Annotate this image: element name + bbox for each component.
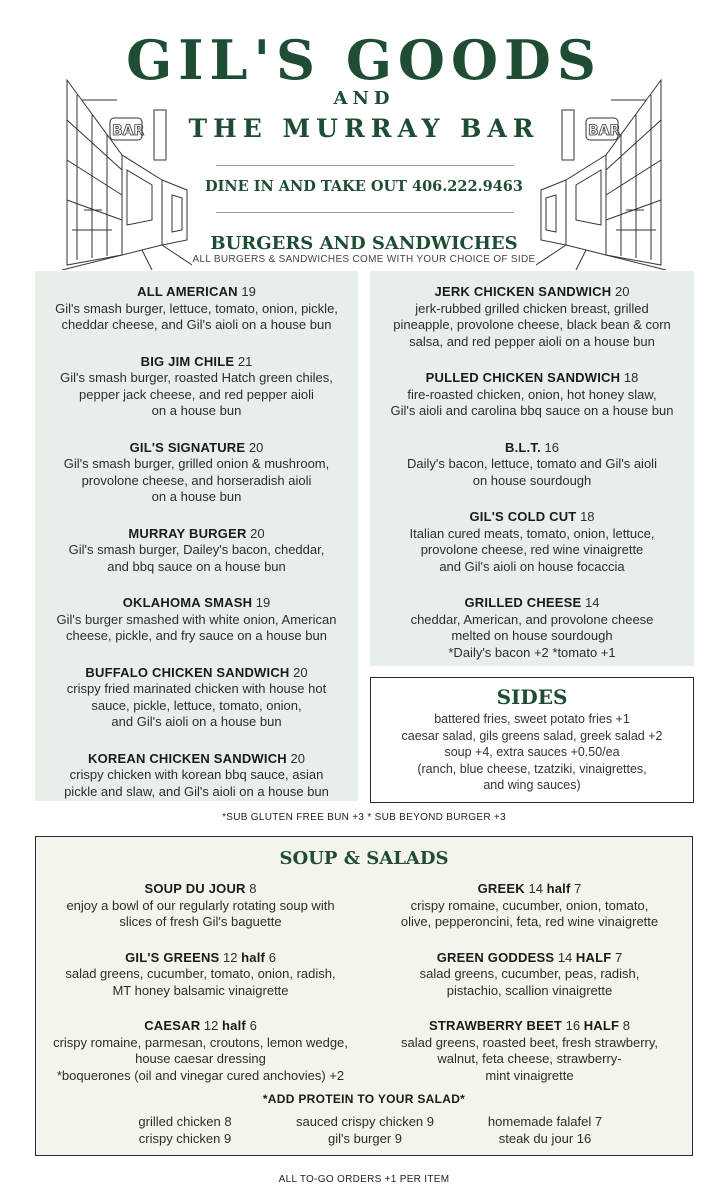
menu-item-price: 8: [249, 881, 257, 896]
menu-item-description: provolone cheese, red wine vinaigrette: [420, 542, 644, 557]
restaurant-title: GIL'S GOODS: [126, 28, 602, 92]
menu-item-name: MURRAY BURGER: [128, 525, 247, 541]
menu-item-description: cheddar, American, and provolone cheese: [410, 611, 654, 627]
menu-item-description: crispy chicken with korean bbq sauce, asian: [69, 767, 324, 782]
menu-item-name: BIG JIM CHILE: [140, 353, 235, 369]
menu-item-description: enjoy a bowl of our regularly rotating soup with: [66, 897, 335, 913]
menu-item-description: cheddar cheese, and Gil's aioli on a house bun: [61, 317, 332, 332]
menu-item-header: [370, 370, 694, 387]
protein-option: gil's burger 9: [327, 1131, 403, 1146]
menu-item-name: SOUP DU JOUR: [144, 881, 246, 896]
menu-item: [35, 440, 358, 506]
sides-box: [370, 677, 694, 803]
menu-item-price: 20: [614, 284, 630, 299]
sides-line: and wing sauces): [483, 778, 581, 792]
menu-item-description: and bbq sauce on a house bun: [107, 558, 286, 574]
menu-item-name: STRAWBERRY BEET: [428, 1018, 562, 1033]
burgers-heading: BURGERS AND SANDWICHES: [210, 233, 518, 254]
menu-item: [36, 1018, 365, 1084]
menu-item-header: [365, 950, 694, 967]
menu-item: [35, 526, 358, 576]
menu-item-name: CAESAR: [144, 1018, 201, 1033]
menu-item: [370, 284, 694, 350]
menu-item-description: Gil's burger smashed with white onion, American: [56, 611, 337, 627]
menu-item-price: 20: [250, 525, 265, 541]
title-and: AND: [333, 88, 395, 109]
half-size-price: 7: [615, 949, 623, 965]
menu-item-price: 14: [528, 881, 543, 896]
burgers-subheading: ALL BURGERS & SANDWICHES COME WITH YOUR CHOICE OF SIDE: [192, 254, 536, 265]
half-size-label: HALF: [583, 1018, 620, 1033]
menu-item-description: Gil's smash burger, grilled onion & mushroom,: [63, 456, 330, 471]
protein-options: [95, 1113, 635, 1147]
menu-item-description: pepper jack cheese, and red pepper aioli: [79, 386, 314, 402]
menu-item-description: on house sourdough: [472, 472, 592, 488]
menu-item-header: [35, 595, 358, 612]
dine-in-phone: DINE IN AND TAKE OUT 406.222.9463: [205, 178, 523, 195]
menu-item-name: PULLED CHICKEN SANDWICH: [425, 370, 621, 385]
menu-item: [35, 284, 358, 334]
menu-item-description: Italian cured meats, tomato, onion, lettuce,: [409, 525, 655, 541]
menu-item-description: pineapple, provolone cheese, black bean & corn: [393, 317, 671, 332]
menu-item-price: 19: [241, 284, 256, 299]
menu-item-price: 18: [623, 370, 639, 385]
salads-box: [35, 836, 693, 1156]
menu-item-price: 21: [237, 353, 253, 369]
menu-item-header: [370, 509, 694, 526]
menu-item-description: Daily's bacon, lettuce, tomato and Gil's aioli: [407, 456, 657, 471]
menu-item-description: pickle and slaw, and Gil's aioli on a house bun: [64, 783, 329, 799]
menu-item-header: [35, 665, 358, 682]
divider-top: [216, 165, 514, 166]
menu-item: [365, 881, 694, 931]
menu-item-price: 14: [585, 595, 600, 610]
menu-item-description: melted on house sourdough: [451, 628, 613, 643]
menu-item-description: MT honey balsamic vinaigrette: [112, 982, 289, 998]
menu-item-description: fire-roasted chicken, onion, hot honey slaw,: [407, 386, 657, 402]
menu-item-description: salad greens, cucumber, tomato, onion, radish,: [65, 966, 336, 981]
menu-item-description: jerk-rubbed grilled chicken breast, grilled: [415, 300, 649, 316]
menu-item-description: slices of fresh Gil's baguette: [119, 914, 282, 929]
menu-header: [0, 0, 728, 270]
menu-item-price: 20: [293, 664, 308, 680]
menu-item-header: [370, 440, 694, 457]
menu-item-header: [35, 526, 358, 543]
to-go-note: ALL TO-GO ORDERS +1 PER ITEM: [278, 1174, 450, 1185]
menu-item-header: [370, 284, 694, 301]
menu-item-price: 12: [203, 1018, 219, 1033]
menu-item-name: OKLAHOMA SMASH: [122, 595, 253, 610]
menu-item: [35, 665, 358, 731]
sides-list: [371, 711, 693, 794]
bun-substitution-note: *SUB GLUTEN FREE BUN +3 * SUB BEYOND BURGER +3: [222, 812, 506, 823]
menu-item-description: provolone cheese, and horseradish aioli: [81, 472, 312, 488]
menu-item: [370, 440, 694, 490]
menu-item-header: [35, 440, 358, 457]
sides-line: soup +4, extra sauces +0.50/ea: [444, 745, 620, 759]
menu-item-header: [35, 751, 358, 768]
menu-item-description: salad greens, cucumber, peas, radish,: [419, 966, 640, 981]
menu-item-description: crispy romaine, cucumber, onion, tomato,: [410, 897, 649, 913]
half-size-label: HALF: [575, 949, 612, 965]
menu-item-price: 14: [557, 949, 573, 965]
menu-item-description: pistachio, scallion vinaigrette: [446, 982, 613, 998]
bar-sign-right: BAR: [588, 123, 621, 139]
menu-item-header: [36, 950, 365, 967]
menu-item-price: 19: [255, 595, 271, 610]
menu-item-description: house caesar dressing: [135, 1051, 266, 1066]
bar-sign-left: BAR: [112, 123, 145, 139]
menu-item-description: salsa, and red pepper aioli on a house bun: [409, 333, 655, 349]
menu-item-price: 16: [544, 439, 559, 455]
bar-subtitle: THE MURRAY BAR: [188, 114, 540, 143]
menu-item-header: [370, 595, 694, 612]
menu-item-description: Gil's smash burger, Dailey's bacon, cheddar,: [68, 542, 325, 557]
menu-item-name: GIL'S GREENS: [125, 949, 220, 965]
menu-item-name: GIL'S SIGNATURE: [129, 439, 246, 455]
menu-item: [370, 509, 694, 575]
protein-heading: *ADD PROTEIN TO YOUR SALAD*: [262, 1092, 466, 1106]
divider-bottom: [216, 212, 514, 213]
protein-option: homemade falafel 7: [487, 1114, 603, 1129]
menu-item-description: salad greens, roasted beet, fresh strawberry,: [401, 1034, 658, 1050]
half-size-price: 7: [574, 881, 582, 896]
salads-list-left: [36, 881, 365, 1084]
menu-item-price: 20: [290, 750, 305, 766]
menu-item: [365, 950, 694, 1000]
menu-item-price: 18: [580, 509, 595, 524]
menu-item-description: on a house bun: [151, 403, 242, 418]
half-size-price: 6: [268, 949, 276, 965]
menu-item-name: GIL'S COLD CUT: [469, 509, 577, 524]
menu-item-name: GRILLED CHEESE: [464, 595, 582, 610]
menu-item-header: [36, 1018, 365, 1035]
sides-line: battered fries, sweet potato fries +1: [434, 712, 630, 726]
sides-line: (ranch, blue cheese, tzatziki, vinaigrettes,: [417, 761, 647, 776]
menu-item-header: [365, 1018, 694, 1035]
menu-item-name: B.L.T.: [505, 439, 541, 455]
menu-item: [370, 370, 694, 420]
menu-item-description: walnut, feta cheese, strawberry-: [437, 1051, 622, 1066]
protein-option: steak du jour 16: [498, 1131, 592, 1146]
menu-item-header: [365, 881, 694, 898]
menu-item: [35, 751, 358, 801]
menu-item: [35, 595, 358, 645]
sides-heading: SIDES: [496, 685, 568, 709]
burgers-list-left: [35, 284, 358, 800]
half-size-label: half: [241, 949, 266, 965]
menu-item-description: Gil's smash burger, roasted Hatch green chiles,: [60, 370, 333, 385]
menu-item-price: 16: [565, 1018, 581, 1033]
menu-item-header: [35, 284, 358, 301]
menu-item-description: olive, pepperoncini, feta, red wine vinaigrette: [400, 914, 659, 929]
menu-item-name: GREEN GODDESS: [436, 949, 555, 965]
menu-item-name: ALL AMERICAN: [137, 284, 238, 299]
menu-item-description: *Daily's bacon +2 *tomato +1: [448, 644, 616, 660]
menu-item-name: KOREAN CHICKEN SANDWICH: [88, 750, 287, 766]
protein-option: crispy chicken 9: [138, 1131, 232, 1146]
menu-item-description: crispy fried marinated chicken with house hot: [66, 681, 327, 696]
half-size-label: half: [546, 881, 571, 896]
menu-item-description: crispy romaine, parmesan, croutons, lemon wedge,: [53, 1034, 348, 1050]
menu-item-description: sauce, pickle, lettuce, tomato, onion,: [91, 697, 302, 713]
menu-item: [365, 1018, 694, 1084]
menu-item-description: and Gil's aioli on house focaccia: [439, 558, 625, 574]
sides-line: caesar salad, gils greens salad, greek salad +2: [401, 728, 663, 743]
menu-item-name: GREEK: [477, 881, 525, 896]
menu-item-price: 20: [248, 439, 264, 455]
half-size-price: 6: [249, 1018, 257, 1033]
menu-item-header: [35, 354, 358, 371]
menu-item-description: Gil's aioli and carolina bbq sauce on a house bun: [390, 403, 674, 418]
menu-item-price: 12: [223, 949, 238, 965]
menu-item-header: [36, 881, 365, 898]
salads-list-right: [365, 881, 694, 1084]
half-size-price: 8: [622, 1018, 631, 1033]
menu-item-description: cheese, pickle, and fry sauce on a house bun: [66, 628, 327, 643]
menu-item-name: JERK CHICKEN SANDWICH: [434, 284, 612, 299]
menu-item-description: mint vinaigrette: [485, 1067, 574, 1083]
menu-item: [36, 950, 365, 1000]
menu-item: [36, 881, 365, 931]
menu-item-name: BUFFALO CHICKEN SANDWICH: [85, 664, 290, 680]
menu-item-description: and Gil's aioli on a house bun: [111, 714, 282, 729]
half-size-label: half: [222, 1018, 246, 1033]
salads-heading: SOUP & SALADS: [279, 848, 449, 869]
protein-option: grilled chicken 8: [138, 1114, 232, 1129]
menu-item-description: *boquerones (oil and vinegar cured anchovies) +2: [56, 1067, 345, 1083]
menu-item: [35, 354, 358, 420]
burgers-list-right: [370, 284, 694, 661]
menu-item-description: Gil's smash burger, lettuce, tomato, onion, pickle,: [55, 300, 338, 316]
menu-item: [370, 595, 694, 661]
menu-item-description: on a house bun: [151, 489, 242, 504]
protein-option: sauced crispy chicken 9: [295, 1114, 434, 1129]
